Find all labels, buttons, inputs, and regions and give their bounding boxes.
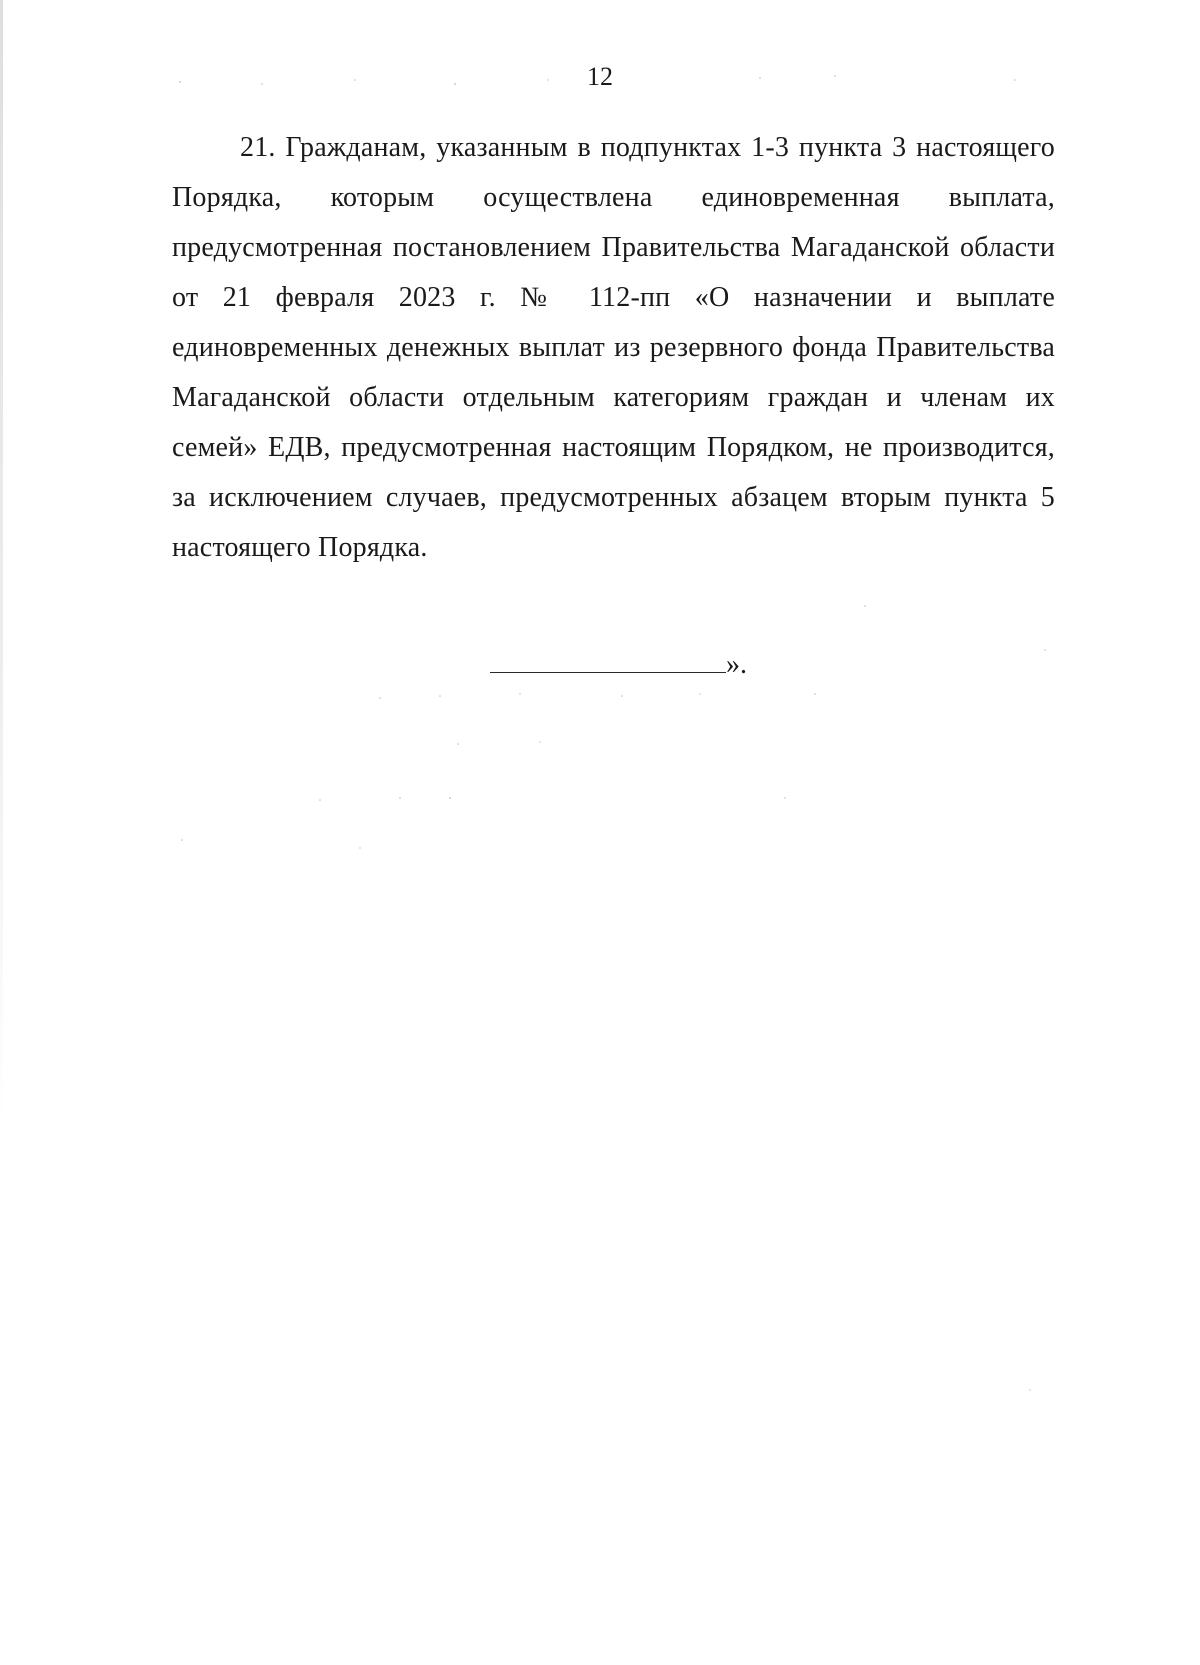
closing-underline (490, 648, 726, 673)
page-number: 12 (587, 62, 613, 91)
body-paragraph: 21. Гражданам, указанным в подпунктах 1-3 пункта 3 настоящего Порядка, которым осуществлена единовременная выплата, предусмотренная постановлением Правительства Магаданской области от 21 февраля 2023 г. № 112-пп «О назначении и выплате единовременных денежных выплат из резервного фонда Правительства Магаданской области отдельным категориям граждан и членам их семей» ЕДВ, предусмотренная настоящим Порядком, не производится, за исключением случаев, предусмотренных абзацем вторым пункта 5 настоящего Порядка. (172, 132, 1055, 563)
closing-mark: ». (726, 649, 747, 680)
closing-line-block (490, 648, 747, 682)
